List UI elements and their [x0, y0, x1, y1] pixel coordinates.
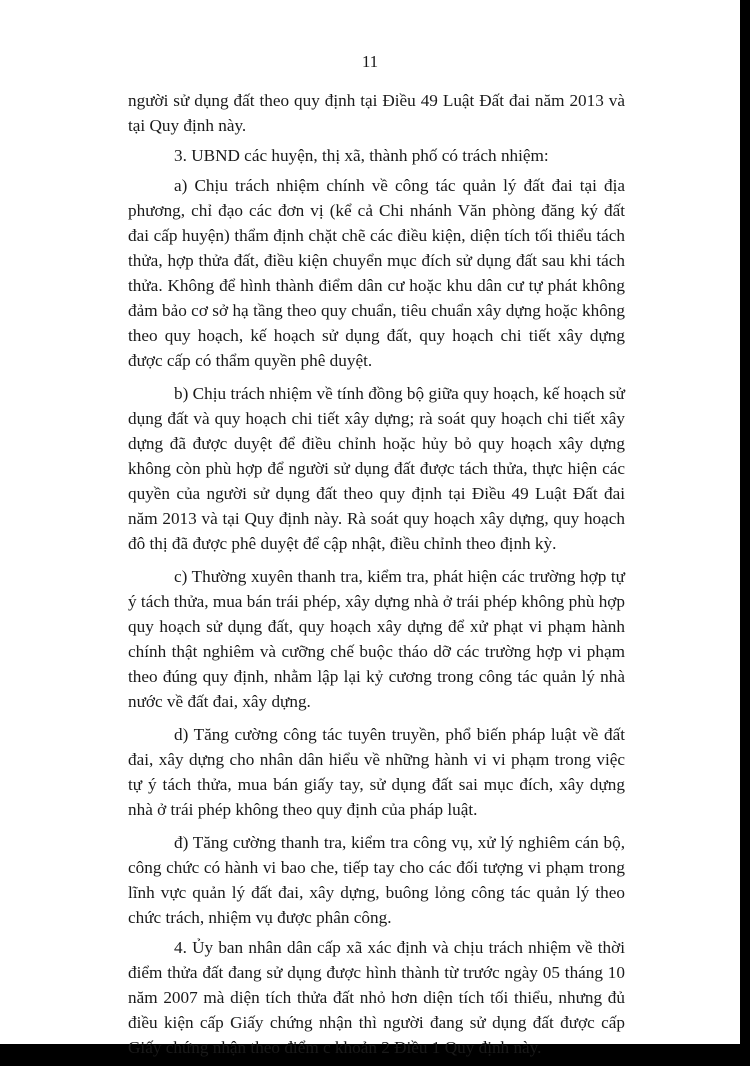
- paragraph-item-c: c) Thường xuyên thanh tra, kiểm tra, phát hiện các trường hợp tự ý tách thửa, mua bán trái phép, xây dựng nhà ở trái phép không phù hợp quy hoạch sử dụng đất, quy hoạch xây dựng để xử phạt vi phạm hành chính thật nghiêm và cưỡng chế buộc tháo dỡ các trường hợp vi phạm theo đúng quy định, nhằm lập lại kỷ cương trong công tác quản lý nhà nước về đất đai, xây dựng.: [128, 567, 625, 711]
- page-number: 11: [361, 52, 379, 71]
- paragraph-item-a: a) Chịu trách nhiệm chính về công tác quản lý đất đai tại địa phương, chỉ đạo các đơn vị (kể cả Chi nhánh Văn phòng đăng ký đất đai cấp huyện) thẩm định chặt chẽ các điều kiện, diện tích tối thiểu tách thửa, hợp thửa đất, điều kiện chuyển mục đích sử dụng đất sau khi tách thửa. Không để hình thành điểm dân cư hoặc khu dân cư tự phát không đảm bảo cơ sở hạ tầng theo quy chuẩn, tiêu chuẩn xây dựng hoặc không theo quy hoạch, kế hoạch sử dụng đất, quy hoạch chi tiết xây dựng được cấp có thẩm quyền phê duyệt.: [128, 176, 625, 370]
- document-body: [128, 88, 625, 1060]
- paragraph-continuation: người sử dụng đất theo quy định tại Điều 49 Luật Đất đai năm 2013 và tại Quy định này.: [128, 91, 625, 135]
- paragraph-item-d: d) Tăng cường công tác tuyên truyền, phổ biến pháp luật về đất đai, xây dựng cho nhân dân hiểu về những hành vi vi phạm trong việc tự ý tách thửa, mua bán giấy tay, sử dụng đất sai mục đích, xây dựng nhà ở trái phép không theo quy định của pháp luật.: [128, 725, 625, 819]
- paragraph-section-3-heading: 3. UBND các huyện, thị xã, thành phố có trách nhiệm:: [174, 146, 549, 165]
- paragraph-item-dd: đ) Tăng cường thanh tra, kiểm tra công vụ, xử lý nghiêm cán bộ, công chức có hành vi bao che, tiếp tay cho các đối tượng vi phạm trong lĩnh vực quản lý đất đai, xây dựng, buông lỏng công tác quản lý theo chức trách, nhiệm vụ được phân công.: [128, 833, 625, 927]
- paragraph-item-b: b) Chịu trách nhiệm về tính đồng bộ giữa quy hoạch, kế hoạch sử dụng đất và quy hoạch chi tiết xây dựng; rà soát quy hoạch chi tiết xây dựng đã được duyệt để điều chỉnh hoặc hủy bỏ quy hoạch xây dựng không còn phù hợp để người sử dụng đất được tách thửa, thực hiện các quyền của người sử dụng đất theo quy định tại Điều 49 Luật Đất đai năm 2013 và tại Quy định này. Rà soát quy hoạch xây dựng, quy hoạch đô thị đã được phê duyệt để cập nhật, điều chỉnh theo định kỳ.: [128, 384, 625, 553]
- paragraph-section-4: 4. Ủy ban nhân dân cấp xã xác định và chịu trách nhiệm về thời điểm thửa đất đang sử dụng được hình thành từ trước ngày 05 tháng 10 năm 2007 mà diện tích thửa đất nhỏ hơn diện tích tối thiểu, nhưng đủ điều kiện cấp Giấy chứng nhận thì người đang sử dụng đất được cấp Giấy chứng nhận theo điểm c khoản 2 Điều 1 Quy định này.: [128, 938, 625, 1057]
